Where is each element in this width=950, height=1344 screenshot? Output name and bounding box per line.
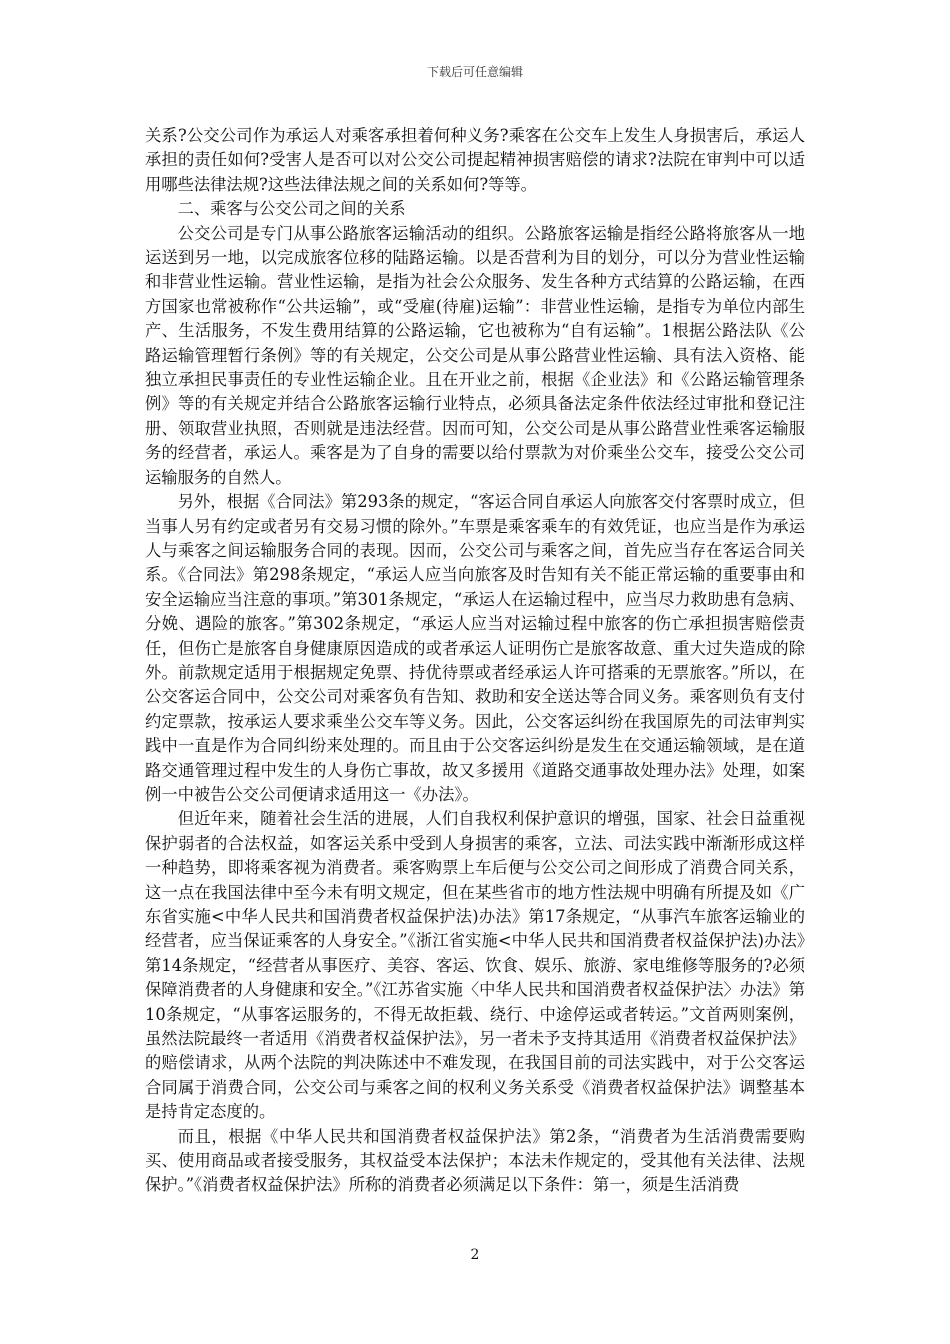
paragraph: 另外，根据《合同法》第293条的规定，“客运合同自承运人向旅客交付客票时成立，但当事人另有约定或者另有交易习惯的除外。”车票是乘客乘车的有效凭证，也应当是作为承运人与乘客之间运输服务合同的表现。因而，公交公司与乘客之间，首先应当存在客运合同关系。《合同法》第298条规定，“承运人应当向旅客及时告知有关不能正常运输的重要事由和安全运输应当注意的事项。”第301条规定，“承运人在运输过程中，应当尽力救助患有急病、分娩、遇险的旅客。”第302条规定，“承运人应当对运输过程中旅客的伤亡承担损害赔偿责任，但伤亡是旅客自身健康原因造成的或者承运人证明伤亡是旅客故意、重大过失造成的除外。前款规定适用于根据规定免票、持优待票或者经承运人许可搭乘的无票旅客。”所以，在公交客运合同中，公交公司对乘客负有告知、救助和安全送达等合同义务。乘客则负有支付约定票款，按承运人要求乘坐公交车等义务。因此，公交客运纠纷在我国原先的司法审判实践中一直是作为合同纠纷来处理的。而且由于公交客运纠纷是发生在交通运输领域，是在道路交通管理过程中发生的人身伤亡事故，故又多援用《道路交通事故处理办法》处理，如案例一中被告公交公司便请求适用这一《办法》。: [145, 492, 805, 804]
paragraph-continuation: 关系?公交公司作为承运人对乘客承担着何种义务?乘客在公交车上发生人身损害后，承运人承担的责任如何?受害人是否可以对公交公司提起精神损害赔偿的请求?法院在审判中可以适用哪些法律法规?这些法律法规之间的关系如何?等等。: [145, 126, 805, 194]
section-heading: 二、乘客与公交公司之间的关系: [177, 199, 406, 219]
paragraph: 而且，根据《中华人民共和国消费者权益保护法》第2条，“消费者为生活消费需要购买、使用商品或者接受服务，其权益受本法保护；本法未作规定的，受其他有关法律、法规保护。”《消费者权益保护法》所称的消费者必须满足以下条件：第一，须是生活消费: [145, 1126, 805, 1195]
document-body: [145, 124, 805, 1198]
page-header: 下载后可任意编辑: [426, 65, 523, 79]
page-number: 2: [470, 1247, 480, 1263]
paragraph: 但近年来，随着社会生活的进展，人们自我权利保护意识的增强，国家、社会日益重视保护弱者的合法权益，如客运关系中受到人身损害的乘客，立法、司法实践中渐渐形成这样一种趋势，即将乘客视为消费者。乘客购票上车后便与公交公司之间形成了消费合同关系，这一点在我国法律中至今未有明文规定，但在某些省市的地方性法规中明确有所提及如《广东省实施<中华人民共和国消费者权益保护法)办法》第17条规定，“从事汽车旅客运输业的经营者，应当保证乘客的人身安全。”《浙江省实施<中华人民共和国消费者权益保护法)办法》第14条规定，“经营者从事医疗、美容、客运、饮食、娱乐、旅游、家电维修等服务的?必须保障消费者的人身健康和安全。”《江苏省实施〈中华人民共和国消费者权益保护法〉办法》第10条规定，“从事客运服务的，不得无故拒载、绕行、中途停运或者转运。”文首两则案例，虽然法院最终一者适用《消费者权益保护法》，另一者未予支持其适用《消费者权益保护法》的赔偿请求，从两个法院的判决陈述中不难发现，在我国目前的司法实践中，对于公交客运合同属于消费合同，公交公司与乘客之间的权利义务关系受《消费者权益保护法》调整基本是持肯定态度的。: [145, 809, 805, 1122]
paragraph: 公交公司是专门从事公路旅客运输活动的组织。公路旅客运输是指经公路将旅客从一地运送到另一地，以完成旅客位移的陆路运输。以是否营利为目的划分，可以分为营业性运输和非营业性运输。营业性运输，是指为社会公众服务、发生各种方式结算的公路运输，在西方国家也常被称作“公共运输”，或“受雇(待雇)运输”：非营业性运输，是指专为单位内部生产、生活服务，不发生费用结算的公路运输，它也被称为“自有运输”。1根据公路法队《公路运输管理暂行条例》等的有关规定，公交公司是从事公路营业性运输、具有法入资格、能独立承担民事责任的专业性运输企业。且在开业之前，根据《企业法》和《公路运输管理条例》等的有关规定并结合公路旅客运输行业特点，必须具备法定条件依法经过审批和登记注册、领取营业执照，否则就是违法经营。因而可知，公交公司是从事公路营业性乘客运输服务的经营者，承运人。乘客是为了自身的需要以给付票款为对价乘坐公交车，接受公交公司运输服务的自然人。: [145, 223, 805, 487]
